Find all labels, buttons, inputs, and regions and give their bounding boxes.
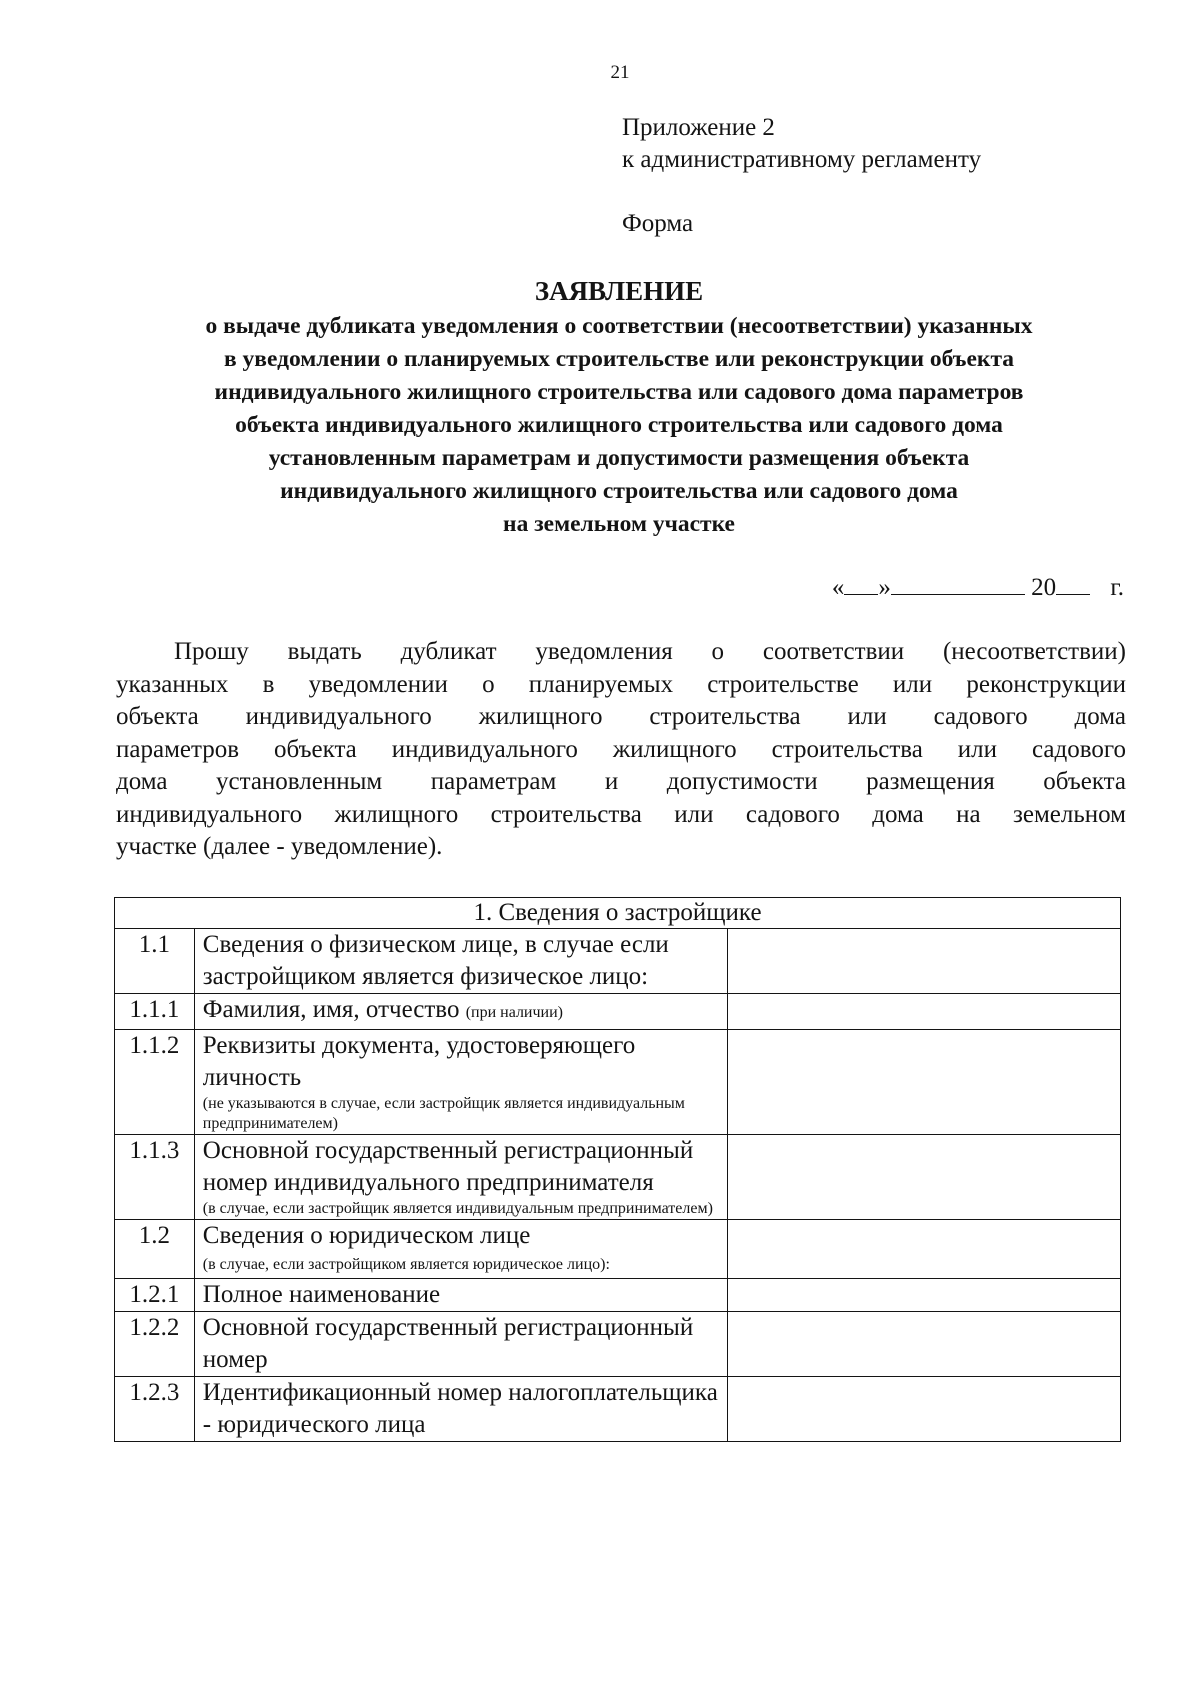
row-value-field[interactable]	[727, 994, 1120, 1030]
request-paragraph	[116, 636, 1126, 864]
row-number: 1.1.2	[115, 1030, 195, 1135]
request-line: указанных в уведомлении о планируемых строительстве или реконструкции	[116, 670, 1126, 698]
day-blank[interactable]	[844, 572, 878, 595]
table-row	[115, 929, 1121, 994]
row-label-text: Основной государственный регистрационный номер	[202, 1314, 694, 1373]
subtitle-line: о выдаче дубликата уведомления о соответствии (несоответствии) указанных	[205, 313, 1033, 339]
table-row	[115, 994, 1121, 1030]
year-prefix: 20	[1031, 574, 1057, 601]
subtitle-line: индивидуального жилищного строительства или садового дома параметров	[214, 379, 1024, 405]
row-value-field[interactable]	[727, 1030, 1120, 1135]
row-value-field[interactable]	[727, 1135, 1120, 1220]
subtitle-line: на земельном участке	[503, 511, 735, 537]
subtitle-line: объекта индивидуального жилищного строительства или садового дома	[235, 412, 1003, 438]
table-row	[115, 1377, 1121, 1442]
row-label	[194, 1312, 727, 1377]
section-title: 1. Сведения о застройщике	[115, 898, 1121, 929]
row-label-text: Полное наименование	[202, 1281, 441, 1308]
request-line: объекта индивидуального жилищного строительства или садового дома	[116, 703, 1126, 730]
row-label-text: Основной государственный регистрационный номер индивидуального предпринимателя	[202, 1137, 694, 1196]
row-number: 1.2	[115, 1220, 195, 1279]
developer-info-table	[114, 897, 1121, 1442]
row-number: 1.1	[115, 929, 195, 994]
subtitle-line: установленным параметрам и допустимости размещения объекта	[268, 445, 970, 471]
appendix-reference	[622, 112, 981, 176]
row-note: (при наличии)	[465, 1004, 563, 1021]
subtitle-line: в уведомлении о планируемых строительстве или реконструкции объекта	[223, 346, 1015, 372]
row-label	[194, 1135, 727, 1220]
form-label: Форма	[622, 210, 694, 237]
section-header-row	[115, 898, 1121, 929]
date-close-quote: »	[878, 574, 891, 601]
row-note: (в случае, если застройщиком является юридическое лицо):	[202, 1256, 610, 1273]
year-suffix: г.	[1110, 574, 1124, 601]
request-line: индивидуального жилищного строительства или садового дома на земельном	[116, 800, 1126, 828]
request-line: дома установленным параметрам и допустимости размещения объекта	[116, 768, 1126, 795]
row-label-text: Реквизиты документа, удостоверяющего личность	[202, 1032, 636, 1091]
date-open-quote: «	[831, 574, 845, 601]
row-label-text: Сведения о юридическом лице	[202, 1222, 531, 1249]
row-value-field[interactable]	[727, 929, 1120, 994]
request-line: параметров объекта индивидуального жилищного строительства или садового	[116, 735, 1126, 763]
request-line: Прошу выдать дубликат уведомления о соответствии (несоответствии)	[174, 638, 1126, 665]
row-label-text: Идентификационный номер налогоплательщика - юридического лица	[202, 1379, 718, 1438]
row-label-text: Фамилия, имя, отчество	[202, 996, 460, 1023]
table-row	[115, 1220, 1121, 1279]
year-blank[interactable]	[1056, 572, 1090, 595]
table-row	[115, 1030, 1121, 1135]
row-label-text: Сведения о физическом лице, в случае если застройщиком является физическое лицо:	[202, 931, 669, 990]
row-value-field[interactable]	[727, 1377, 1120, 1442]
row-value-field[interactable]	[727, 1279, 1120, 1312]
subtitle-line: индивидуального жилищного строительства или садового дома	[280, 478, 958, 504]
table-row	[115, 1279, 1121, 1312]
row-label	[194, 1030, 727, 1135]
date-line	[832, 572, 1124, 602]
row-label	[194, 1377, 727, 1442]
appendix-line-2: к административному регламенту	[622, 146, 982, 173]
row-number: 1.1.3	[115, 1135, 195, 1220]
row-number: 1.2.1	[115, 1279, 195, 1312]
row-label	[194, 994, 727, 1030]
page-number: 21	[610, 62, 630, 83]
row-number: 1.2.3	[115, 1377, 195, 1442]
appendix-line-1: Приложение 2	[622, 114, 775, 141]
row-note: (в случае, если застройщик является индивидуальным предпринимателем)	[202, 1200, 713, 1217]
row-label	[194, 1220, 727, 1279]
row-label	[194, 929, 727, 994]
month-blank[interactable]	[891, 572, 1025, 595]
document-title: ЗАЯВЛЕНИЕ	[534, 276, 704, 306]
request-line: участке (далее - уведомление).	[116, 833, 443, 860]
row-number: 1.1.1	[115, 994, 195, 1030]
row-label	[194, 1279, 727, 1312]
table-row	[115, 1312, 1121, 1377]
document-subtitle	[104, 310, 1134, 541]
row-value-field[interactable]	[727, 1312, 1120, 1377]
table-row	[115, 1135, 1121, 1220]
row-value-field[interactable]	[727, 1220, 1120, 1279]
row-number: 1.2.2	[115, 1312, 195, 1377]
row-note: (не указываются в случае, если застройщик является индивидуальным предпринимателем)	[202, 1095, 685, 1132]
